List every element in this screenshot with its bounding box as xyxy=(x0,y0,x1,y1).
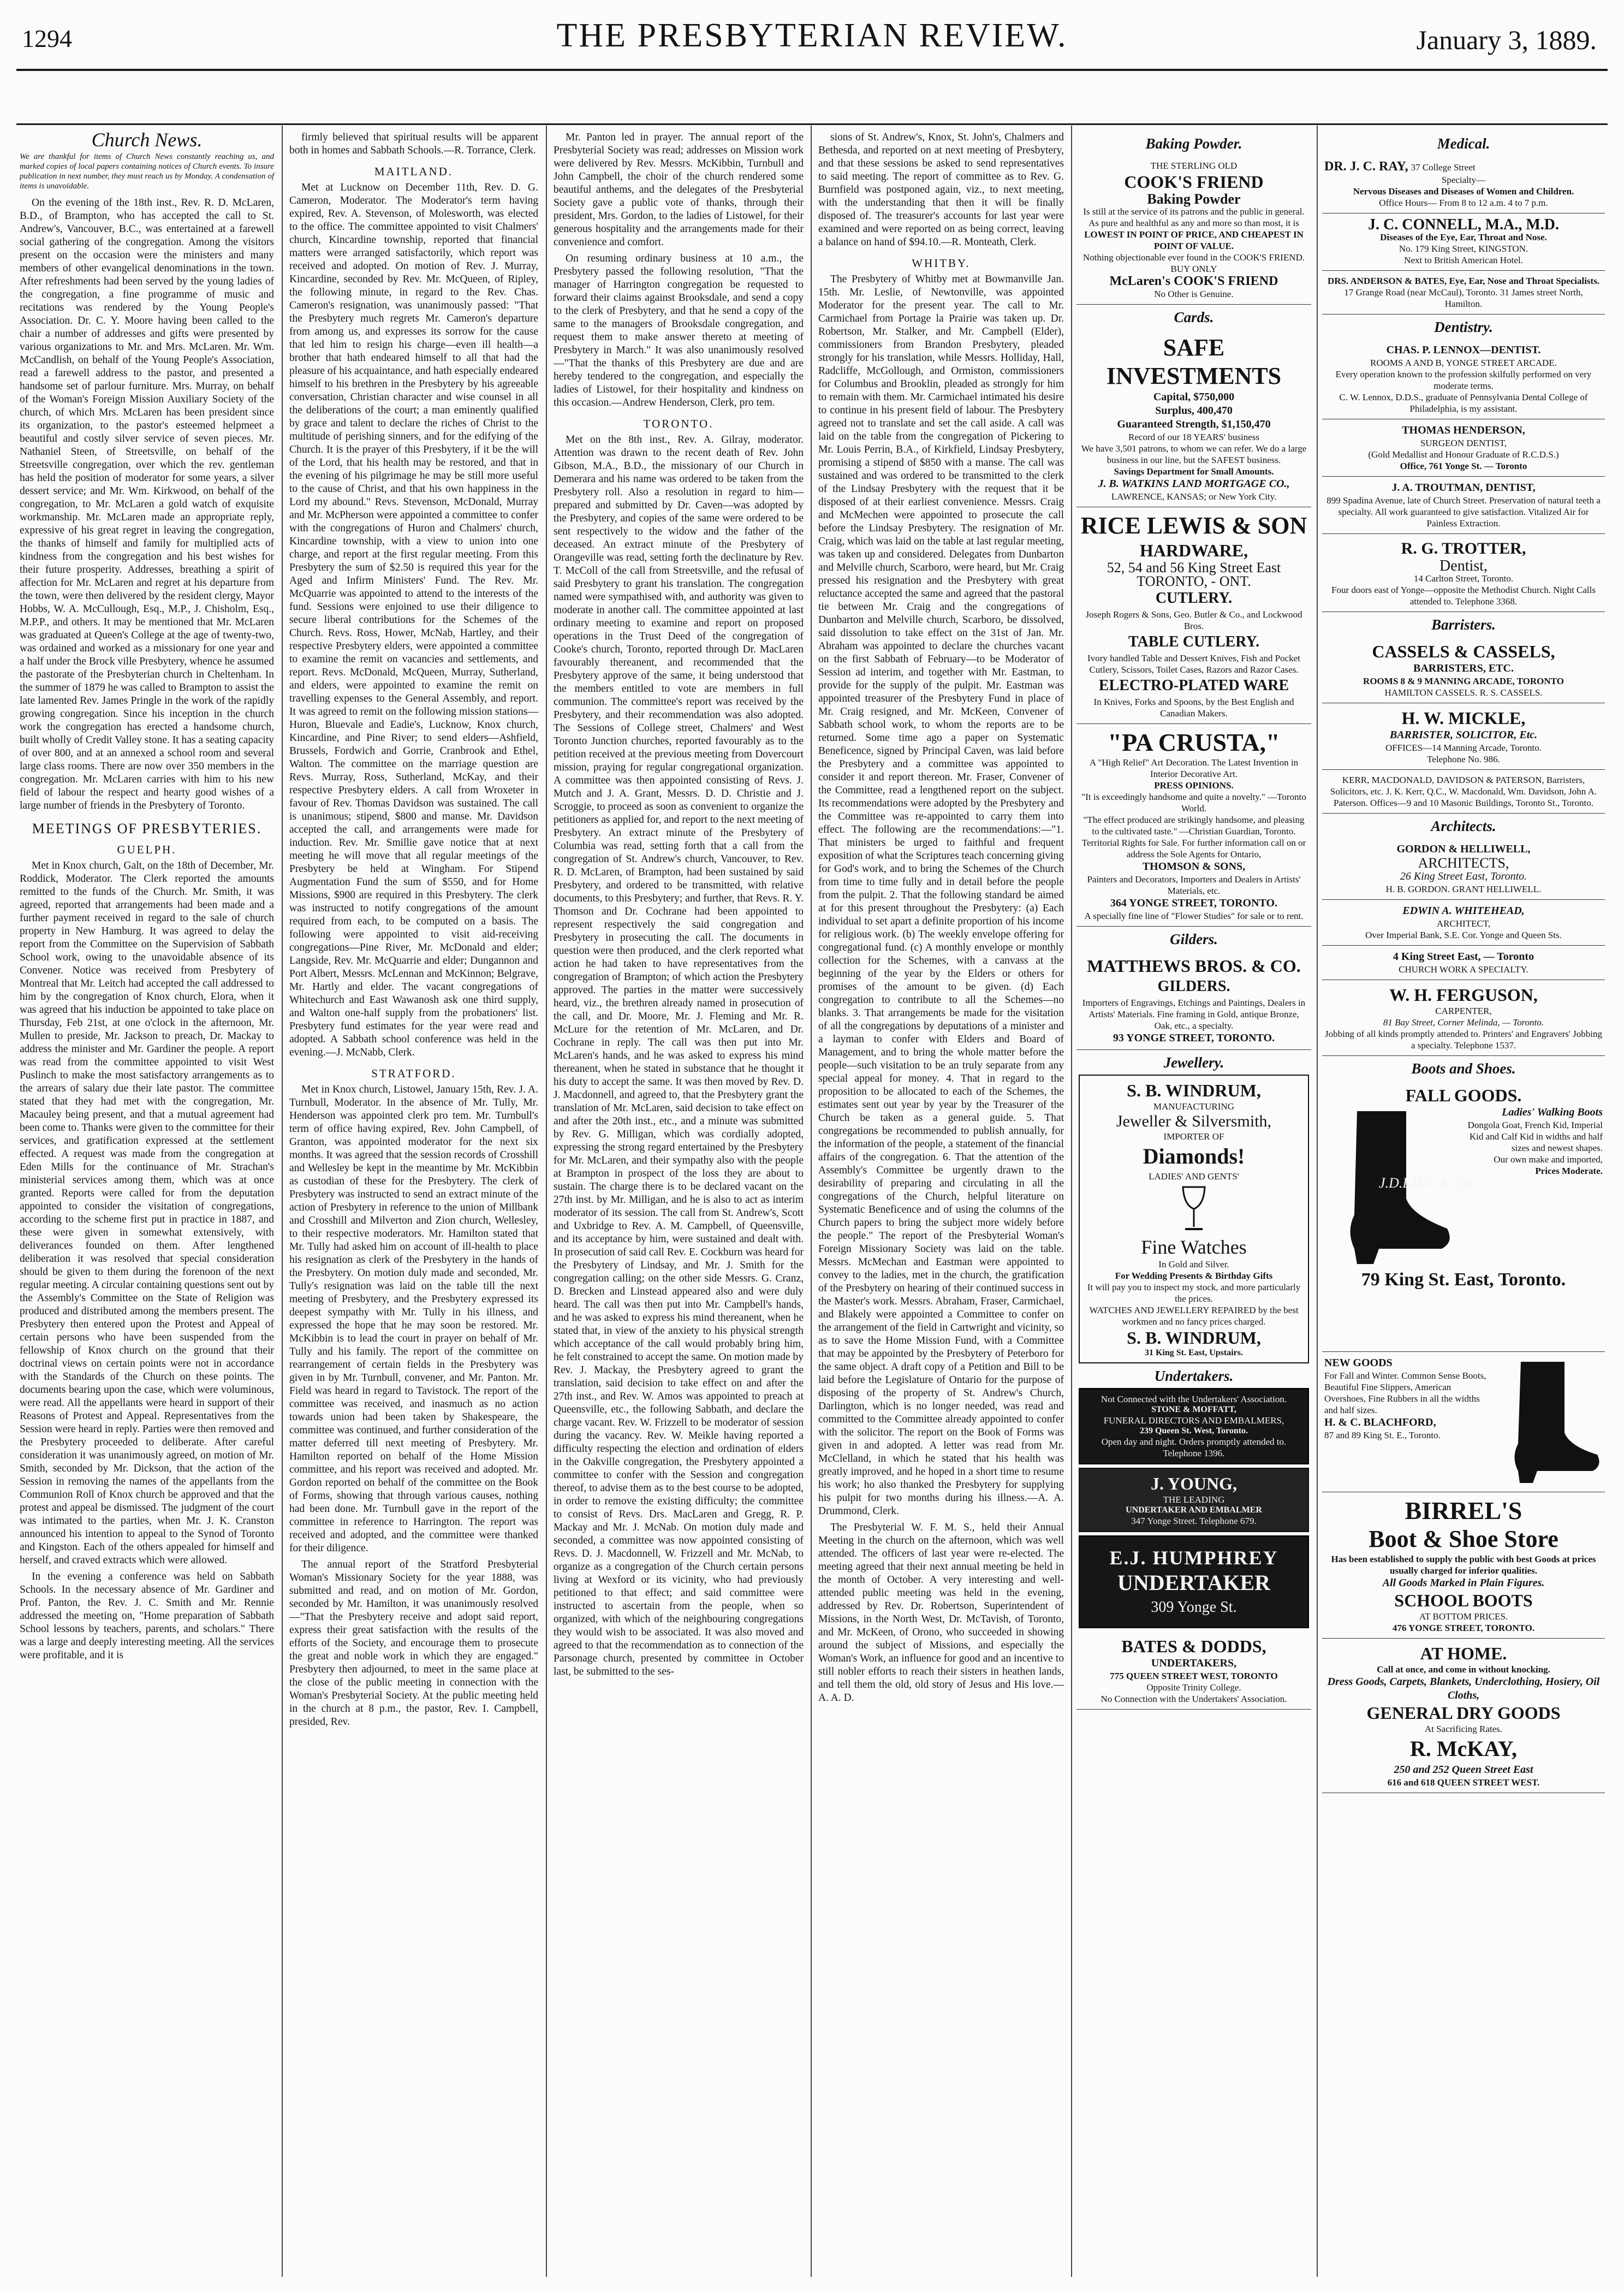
crusta-agent-addr: 364 YONGE STREET, TORONTO. xyxy=(1110,897,1278,909)
humphrey-type: UNDERTAKER xyxy=(1117,1570,1271,1595)
wfms-paragraph: The Presbyterial W. F. M. S., held their Annual Meeting in the church on the afternoon, which was well attended. The officers of last year were re-elected. The meeting agreed that their next annual meeting be held in the month of October. A very interesting and well-attended public meeting was held in the evening, addressed by Rev. Dr. Robertson, Superintendent of Missions, in the North West, Dr. McTavish, of Toronto, and Mr. McKeen, of Orono, who succeeded in showing around the subject of Missions, and especially the Woman's Work, an influence for good and an incentive to still nobler efforts to reach their sisters in heathen lands, and tell them the old, old story of Jesus and His love.—A. A. D. xyxy=(818,1522,1064,1704)
rice-table-text: Ivory handled Table and Dessert Knives, Fish and Pocket Cutlery, Scissors, Toilet Cases, Razors and Razor Cases. xyxy=(1087,653,1300,675)
whitehead-name: EDWIN A. WHITEHEAD, xyxy=(1402,905,1525,917)
king-title: Ladies' Walking Boots xyxy=(1502,1106,1603,1118)
masthead-title: THE PRESBYTERIAN REVIEW. xyxy=(556,17,1068,54)
matthews-type: GILDERS. xyxy=(1157,978,1230,995)
dentistry-category: Dentistry. xyxy=(1434,319,1493,335)
birrel-text: Has been established to supply the public with best Goods at prices usually charged for inferior qualities. xyxy=(1331,1554,1596,1576)
bates-addr: 775 QUEEN STREET WEST, TORONTO xyxy=(1110,1671,1278,1681)
guelph-paragraph: Met in Knox church, Galt, on the 18th of December, Mr. Roddick, Moderator. The Clerk reported the amounts remitted to the funds of the Church. Mr. Smith, it was agreed, reported that arrangements had been made and a further payment received in regard to the sale of church property in New Hamburg. It was agreed to delay the report from the Committee on the Supervision of Sabbath School work, owing to the unavoidable absence of its Convener. Notice was received from Presbytery of Montreal that Mr. Leitch had accepted the call addressed to him by the congregation of Knox church, Elora, when it was agreed that his induction be appointed to take place on Thursday, Feb 21st, at one o'clock in the afternoon, Mr. Mullen to preside, Mr. Jackson to preach, Dr. Mackay to address the minister and Mr. Gardiner the people. A report was read from the committee appointed to visit West Puslinch to make the most satisfactory arrangements as to the arrears of salary due their late pastor. The committee stated that they had met with the congregation, Mr. Macauley being present, and that a mutual agreement had been come to. Thanks were given to the committee for their services, and gratification expressed at the settlement effected. A request was made from the congregation at Eden Mills for the continuance of Mr. Strachan's ministerial services among them, which was at once granted. Reports were called for from the deputation appointed to consider the visitation of congregations, according to the scheme first put in practice in 1887, and these were given in somewhat extensively, with deliverances founded on them. After lengthened deliberation it was resolved that special consideration should be given to them during the forenoon of the next regular meeting. A circular containing questions sent out by the Assembly's Committee on the State of Religion was produced and distributed among the members present. The Presbytery then entered upon the Protest and Appeal of certain persons who have been suspended from the fellowship of Knox church on the ground that their doctrinal views on certain points were not in accordance with the Standards of the Church on these points. The documents bearing upon the case, which were voluminous, were read. All the appellants were heard in support of their Reasons of Protest and Appeal. Representatives from the Session were heard in reply. Parties were then removed and the Presbytery proceeded to deliberate. After careful consideration it was unanimously agreed, on motion of Mr. Smith, seconded by Mr. Dickson, that the action of the Session in removing the names of the appellants from the Communion Roll of Knox church be approved and that the protest and appeal be dismissed. The judgment of the court was intimated to the parties, when Mr. J. K. Cranston announced his intention to appeal to the Synod of Toronto and Kingston. Each of the others appealed for himself and herself, and craved extracts which were allowed. xyxy=(20,860,274,1566)
kay-ad xyxy=(1322,156,1605,213)
stratford-continued: On resuming ordinary business at 10 a.m., the Presbytery passed the following resolution, "That the manager of Harrington congregation be requested to forward their claims against Brooksdale, and send a copy to the clerk of Presbytery, and that he send a copy of the same to the managers of Brooksdale congregation, and request them to make answer thereto at meeting of Presbytery in March." It was also unanimously resolved—"That the thanks of this Presbytery are due and are hereby tendered to the congregation, and especially the ladies of Listowel, for their hospitality and kindness on this occasion.—Andrew Henderson, Clerk, pro tem. xyxy=(554,253,804,408)
safe-capital: Capital, $750,000 xyxy=(1153,391,1235,403)
cooks-name: COOK'S FRIEND xyxy=(1124,172,1264,192)
column-rule xyxy=(811,126,812,2277)
matthews-name: MATTHEWS BROS. & CO. xyxy=(1087,956,1301,976)
church-work-addr: 4 King Street East, — Toronto xyxy=(1393,951,1534,963)
bates-opp: Opposite Trinity College. xyxy=(1146,1682,1241,1693)
kay-spec: Specialty— xyxy=(1441,175,1486,185)
humphrey-name: E.J. HUMPHREY xyxy=(1109,1547,1278,1569)
crusta-quote: "It is exceedingly handsome and quite a novelty." —Toronto World. xyxy=(1081,792,1306,814)
mckay-prices: At Sacrificing Rates. xyxy=(1424,1724,1503,1734)
cooks-text: Is still at the service of its patrons and the public in general. xyxy=(1083,206,1305,217)
connell-name: J. C. CONNELL, M.A., M.D. xyxy=(1368,216,1559,233)
rice-address: 52, 54 and 56 King Street East xyxy=(1107,560,1281,576)
young-ad xyxy=(1079,1468,1309,1532)
crusta-agent-note: A specially fine line of "Flower Studies" for sale or to rent. xyxy=(1084,911,1304,921)
kay-desc: Nervous Diseases and Diseases of Women and Children. xyxy=(1353,186,1574,197)
toronto-continued: sions of St. Andrew's, Knox, St. John's, Chalmers and Bethesda, and reported on at next meeting of Presbytery, and that these sessions be asked to send representatives to said meeting. The report of committee as to Rev. G. Burnfield was postponed again, viz., to next meeting, with the understanding that then it will be finally disposed of. The treasurer's accounts for last year were examined and were reported on as being correct, leaving a balance on hand of $94.10.—R. Monteath, Clerk. xyxy=(818,132,1064,248)
column-rule xyxy=(1317,126,1318,2277)
blachford-head: NEW GOODS xyxy=(1324,1357,1393,1369)
windrum-wedding: For Wedding Presents & Birthday Gifts xyxy=(1115,1271,1273,1281)
mickle-type: BARRISTER, SOLICITOR, Etc. xyxy=(1389,729,1538,741)
crusta-press: PRESS OPINIONS. xyxy=(1154,780,1234,791)
birrel-addr: 476 YONGE STREET, TORONTO. xyxy=(1392,1623,1535,1633)
gordon-name: GORDON & HELLIWELL, xyxy=(1396,843,1531,855)
mickle-tel: Telephone No. 986. xyxy=(1427,754,1500,764)
rice-lewis-ad xyxy=(1076,507,1311,724)
church-news-title: Church News. xyxy=(91,129,203,151)
mckay-ad xyxy=(1322,1639,1605,1793)
cooks-text: Nothing objectionable ever found in the COOK'S FRIEND. BUY ONLY xyxy=(1082,252,1305,274)
henderson-name: THOMAS HENDERSON, xyxy=(1402,424,1525,436)
trotter-ad xyxy=(1322,534,1605,612)
cooks-brand: McLaren's COOK'S FRIEND xyxy=(1109,274,1278,288)
ads-column-6 xyxy=(1322,131,1605,2277)
barristers-category: Barristers. xyxy=(1431,616,1496,633)
whitehead-ad xyxy=(1322,900,1605,946)
rice-city: TORONTO, - ONT. xyxy=(1137,573,1251,589)
safe-savings: Savings Department for Small Amounts. xyxy=(1114,466,1274,477)
masthead-rule-lower xyxy=(16,123,1608,125)
blachford-name: H. & C. BLACHFORD, xyxy=(1324,1416,1436,1428)
mickle-ad xyxy=(1322,703,1605,770)
windrum-repair: WATCHES AND JEWELLERY REPAIRED by the best workmen and no fancy prices charged. xyxy=(1089,1305,1299,1327)
cassels-names: HAMILTON CASSELS. R. S. CASSELS. xyxy=(1384,687,1543,698)
whitby-title: WHITBY. xyxy=(912,257,971,270)
cassels-addr: ROOMS 8 & 9 MANNING ARCADE, TORONTO xyxy=(1363,676,1564,686)
mckay-goods: Dress Goods, Carpets, Blankets, Underclothing, Hosiery, Oil Cloths, xyxy=(1327,1676,1600,1701)
connell-desc: Diseases of the Eye, Ear, Throat and Nose. xyxy=(1380,232,1547,242)
king-head: FALL GOODS. xyxy=(1405,1085,1522,1105)
kerr-text: KERR, MACDONALD, DAVIDSON & PATERSON, Barristers, Solicitors, etc. J. K. Kerr, Q.C., W. Macdonald, Wm. Davidson, John A. Paterson. Offices—9 and 10 Masonic Buildings, Toronto St., Toronto. xyxy=(1330,775,1597,808)
young-name: J. YOUNG, xyxy=(1151,1474,1237,1493)
gordon-addr: 26 King Street East, Toronto. xyxy=(1400,870,1527,882)
rice-cutlery: CUTLERY. xyxy=(1155,590,1233,607)
church-work-ad xyxy=(1322,946,1605,980)
ferguson-ad xyxy=(1322,980,1605,1056)
henderson-text: (Gold Medallist and Honour Graduate of R.C.D.S.) xyxy=(1368,449,1559,460)
gordon-helliwell-ad xyxy=(1322,838,1605,900)
windrum-type: Jeweller & Silversmith, xyxy=(1116,1112,1272,1130)
ferguson-name: W. H. FERGUSON, xyxy=(1389,985,1538,1005)
bates-type: UNDERTAKERS, xyxy=(1151,1657,1237,1669)
goblet-icon xyxy=(1177,1184,1210,1233)
blachford-addr: 87 and 89 King St. E., Toronto. xyxy=(1324,1430,1441,1440)
safe-company: J. B. WATKINS LAND MORTGAGE CO., xyxy=(1098,478,1290,490)
cassels-ad xyxy=(1322,637,1605,703)
cooks-text: LOWEST IN POINT OF PRICE, AND CHEAPEST IN POINT OF VALUE. xyxy=(1084,229,1304,251)
mickle-office: OFFICES—14 Manning Arcade, Toronto. xyxy=(1385,743,1542,753)
meetings-title: MEETINGS OF PRESBYTERIES. xyxy=(32,821,262,836)
windrum-ad xyxy=(1079,1075,1309,1363)
cooks-line: THE STERLING OLD xyxy=(1150,161,1238,171)
architects-category: Architects. xyxy=(1431,818,1496,834)
column-4 xyxy=(818,131,1064,2277)
church-news-paragraph: On the evening of the 18th inst., Rev. R. D. McLaren, B.D., of Brampton, who has accepted the call to St. Andrew's, Vancouver, B.C., was entertained at a farewell social gathering of the congregation. Among the visitors present on the occasion were the ministers and many members of other evangelical denominations in the town. After refreshments had been served by the young ladies of the congregation, a fine programme of music and recitations was rendered by the Young People's Association. Dr. C. Y. Moore having been called to the chair a number of addresses and gifts were presented by various organizations to Mr. and Mrs. McLaren. Mr. Wm. McCandlish, on behalf of the Young People's Association, read a farewell address to the pastor, and presented a handsome set of parlour furniture. Mrs. Murray, on behalf of the Woman's Foreign Mission Auxiliary Society of the church, of which Mrs. McLaren has been president since its organization, to the pastor's esteemed helpmeet a beautiful and costly silver service of seven pieces. Mr. Nathaniel Steen, of Streetsville, on behalf of the Streetsville congregation, over which the rev. gentleman has held the position of moderator for some years, a silver dessert service; and Mr. Wm. Kirkwood, on behalf of the congregation, to Mr. McLaren a gold watch of exquisite workmanship. Mr. McLaren made an appropriate reply, expressive of his great regret in leaving the congregation, the thanks of himself and family for multiplied acts of kindness from the congregation and his best wishes for their future prosperity. Addresses, breathing a spirit of affection for Mr. McLaren and regret at his departure from the town, were then delivered by the resident clergy, Mayor Hobbs, W. A. McCullough, Esq., M.P., J. Chisholm, Esq., M.P.P., and others. It may be mentioned that Mr. McLaren was graduated at Queen's College at the age of twenty-two, was ordained and worked as a missionary for one year and a half under the Brock ville Presbytery, whence he assumed the pastorate of the Presbyterian church in Cheltenham. In the summer of 1879 he was called to Brampton to assist the late lamented Rev. James Pringle in the work of the rapidly growing congregation. Since his inception in the church work the congregation has erected a handsome church, built wholly of Credit Valley stone. It has a seating capacity of over 800, and at an annexed a school room and several large class rooms. There are now over 350 members in the congregation. Mr. McLaren carries with him to his new field of labour the respect and hearty good wishes of a large number of friends in the Presbytery of Toronto. xyxy=(20,197,274,811)
rice-table: TABLE CUTLERY. xyxy=(1128,633,1260,650)
stone-type: FUNERAL DIRECTORS AND EMBALMERS, xyxy=(1103,1415,1284,1426)
troutman-ad xyxy=(1322,477,1605,534)
ferguson-type: CARPENTER, xyxy=(1435,1006,1492,1016)
windrum-name: S. B. WINDRUM, xyxy=(1127,1081,1261,1100)
lennox-name: CHAS. P. LENNOX—DENTIST. xyxy=(1386,344,1541,356)
birrel-prices: AT BOTTOM PRICES. xyxy=(1419,1611,1508,1622)
henderson-office: Office, 761 Yonge St. — Toronto xyxy=(1400,461,1527,471)
safe-text: We have 3,501 patrons, to whom we can refer. We do a large business in our line, but the SAFEST business. xyxy=(1081,443,1307,465)
bates-name: BATES & DODDS, xyxy=(1121,1636,1266,1656)
gilders-category: Gilders. xyxy=(1170,931,1218,947)
stratford-paragraph: Met in Knox church, Listowel, January 15th, Rev. J. A. Turnbull, Moderator. In the absence of Mr. Tully, Mr. Henderson was appointed clerk pro tem. Mr. Turnbull's term of office having expired, Rev. John Campbell, of Granton, was appointed moderator for the next six months. It was agreed that the session records of Crosshill and Wellesley be kept in the meantime by Mr. McKibbin as custodian of these for the Presbytery. The clerk of Presbytery was instructed to send an extract minute of the action of Presbytery in reference to the union of Millbank and Crosshill and Milverton and Zion church, Wellesley, to their respective moderators. Mr. Hamilton stated that Mr. Tully had asked him on account of ill-health to place his resignation as clerk of the Presbytery in the hands of the Presbytery. On motion duly made and seconded, Mr. Tully's resignation was laid on the table till the next meeting of Presbytery, and the Presbytery expressed its deepest sympathy with Mr. Tully in his illness, and expressed the hope that he may soon be restored. Mr. McKibbin is to lead the court in prayer on behalf of Mr. Tully and his family. The report of the committee on rearrangement of certain fields in the Presbytery was given in by Mr. Turnbull, convener, and Mr. Panton. Mr. Field was heard in regard to Tavistock. The report of the committee was received, and inasmuch as no action towards union had been taken by Shakespeare, the committee was continued, and further consideration of the matter deferred till next meeting of Presbytery. Mr. Hamilton reported on behalf of the Home Mission committee, and his report was received and adopted. Mr. Gordon reported on behalf of the committee on the Book of Forms, showing that through various causes, nothing had been done. Mr. Turnbull gave in the report of the committee in reference to Harrington. The report was received and adopted, and the committee were thanked for their diligence. xyxy=(289,1084,538,1554)
troutman-text: 899 Spadina Avenue, late of Church Street. Preservation of natural teeth a specialty. All work guaranteed to give satisfaction. Vitalized Air for Painless Extraction. xyxy=(1326,495,1601,529)
column-rule xyxy=(1071,126,1072,2277)
trotter-type: Dentist, xyxy=(1439,557,1488,574)
cards-category: Cards. xyxy=(1174,309,1214,325)
ferguson-text: Jobbing of all kinds promptly attended to. Printers' and Engravers' Jobbing a specialty. Telephone 1537. xyxy=(1324,1029,1603,1051)
rice-cutlery-text: Joseph Rogers & Sons, Geo. Butler & Co., and Lockwood Bros. xyxy=(1085,609,1302,631)
guelph-title: GUELPH. xyxy=(117,843,177,856)
lennox-assist: C. W. Lennox, D.D.S., graduate of Pennsylvania Dental College of Philadelphia, is my assistant. xyxy=(1339,392,1588,414)
mckay-addr: 250 and 252 Queen Street East xyxy=(1394,1764,1533,1776)
rice-name: RICE LEWIS & SON xyxy=(1080,512,1307,539)
cooks-text: As pure and healthful as any and more so than most, it is xyxy=(1088,218,1299,228)
gordon-type: ARCHITECTS, xyxy=(1418,855,1509,871)
boot-icon xyxy=(1494,1356,1603,1487)
safe-guarantee: Guaranteed Strength, $1,150,470 xyxy=(1117,418,1271,430)
kay-name: DR. J. C. RAY, xyxy=(1324,159,1408,174)
stratford-continued: Mr. Panton led in prayer. The annual report of the Presbyterial Society was read; addresses on Mission work were delivered by Rev. Messrs. McKibbin, Turnbull and John Campbell, the choir of the church rendered some beautiful anthems, and the delegates of the Presbyterial Society gave a public vote of thanks, through their president, Mrs. Gordon, to the ladies of Listowel, for their generous hospitality and the arrangements made for their convenience and comfort. xyxy=(554,132,804,248)
birrel-ad xyxy=(1322,1492,1605,1639)
mckay-call: Call at once, and come in without knocking. xyxy=(1377,1664,1550,1675)
guelph-continued: firmly believed that spiritual results will be apparent both in homes and Sabbath Schools.—R. Torrance, Clerk. xyxy=(289,132,538,156)
blachford-text: For Fall and Winter. Common Sense Boots, Beautiful Fine Slippers, American Overshoes, Fine Rubbers in all the widths and half sizes. xyxy=(1324,1371,1486,1415)
jd-king-ad xyxy=(1322,1081,1605,1352)
windrum-diamonds: Diamonds! xyxy=(1143,1144,1245,1168)
mckay-addr2: 616 and 618 QUEEN STREET WEST. xyxy=(1387,1777,1540,1788)
stratford-title: STRATFORD. xyxy=(371,1067,456,1080)
whitehead-addr: Over Imperial Bank, S.E. Cor. Yonge and Queen Sts. xyxy=(1365,930,1562,940)
birrel-school: SCHOOL BOOTS xyxy=(1394,1591,1533,1610)
mickle-name: H. W. MICKLE, xyxy=(1401,708,1526,728)
church-work-note: CHURCH WORK A SPECIALTY. xyxy=(1399,964,1528,975)
king-addr: 79 King St. East, Toronto. xyxy=(1361,1269,1566,1290)
lennox-ad xyxy=(1322,339,1605,419)
crusta-quote: "The effect produced are strikingly handsome, and pleasing to the cultivated taste." —Christian Guardian, Toronto. xyxy=(1083,815,1305,836)
birrel-type: Boot & Shoe Store xyxy=(1369,1526,1558,1552)
baking-powder-category: Baking Powder. xyxy=(1145,135,1242,152)
stone-note: Not Connected with the Undertakers' Association. xyxy=(1100,1394,1287,1404)
safe-surplus: Surplus, 400,470 xyxy=(1155,405,1233,417)
column-rule xyxy=(546,126,547,2277)
king-prices: Prices Moderate. xyxy=(1535,1166,1603,1176)
undertakers-category: Undertakers. xyxy=(1154,1368,1234,1384)
page-number: 1294 xyxy=(22,25,72,52)
stone-open: Open day and night. Orders promptly attended to. Telephone 1396. xyxy=(1101,1437,1287,1458)
column-rule xyxy=(282,126,283,2277)
crusta-name: "PA CRUSTA," xyxy=(1108,728,1280,756)
matthews-text: Importers of Engravings, Etchings and Paintings, Dealers in Artists' Materials. Fine framing in Gold, antique Bronze, Oak, etc., a specialty. xyxy=(1082,998,1306,1031)
toronto-title: TORONTO. xyxy=(643,417,714,430)
church-news-note: We are thankful for items of Church News constantly reaching us, and marked copies of local papers containing notices of Church events. To insure publication in next number, they must reach us by Monday. A condensation of items is unavoidable. xyxy=(20,152,274,191)
young-sub: THE LEADING xyxy=(1163,1494,1225,1505)
cooks-text: No Other is Genuine. xyxy=(1154,289,1234,299)
column-1 xyxy=(20,131,274,2277)
ads-column-5 xyxy=(1076,131,1311,2277)
rice-plated-text: In Knives, Forks and Spoons, by the Best English and Canadian Makers. xyxy=(1093,697,1294,719)
connell-ad xyxy=(1322,213,1605,271)
trotter-name: R. G. TROTTER, xyxy=(1401,539,1526,557)
stone-addr: 239 Queen St. West, Toronto. xyxy=(1139,1426,1248,1435)
connell-near: Next to British American Hotel. xyxy=(1404,255,1523,265)
windrum-gold: In Gold and Silver. xyxy=(1158,1259,1229,1269)
jewellery-category: Jewellery. xyxy=(1163,1054,1224,1071)
kerr-ad xyxy=(1322,770,1605,814)
stone-name: STONE & MOFFATT, xyxy=(1151,1405,1236,1414)
young-type: UNDERTAKER AND EMBALMER xyxy=(1126,1505,1262,1515)
king-desc: Dongola Goat, French Kid, Imperial Kid and Calf Kid in widths and half sizes and newest shapes. xyxy=(1467,1120,1603,1153)
whitehead-type: ARCHITECT, xyxy=(1436,918,1491,929)
bates-dodds-ad xyxy=(1076,1632,1311,1710)
anderson-addr: 17 Grange Road (near McCaul), Toronto. 31 James street North, Hamilton. xyxy=(1344,287,1583,309)
rice-plated: ELECTRO-PLATED WARE xyxy=(1098,677,1289,694)
ferguson-addr: 81 Bay Street, Corner Melinda, — Toronto. xyxy=(1383,1017,1544,1028)
medical-category: Medical. xyxy=(1437,135,1490,152)
trotter-addr: 14 Carlton Street, Toronto. xyxy=(1413,573,1514,584)
stone-moffatt-ad xyxy=(1079,1388,1309,1464)
gordon-names: H. B. GORDON. GRANT HELLIWELL. xyxy=(1385,884,1542,894)
henderson-type: SURGEON DENTIST, xyxy=(1420,438,1507,448)
windrum-importer: IMPORTER OF xyxy=(1163,1131,1224,1142)
maitland-title: MAITLAND. xyxy=(374,165,454,178)
birrel-marked: All Goods Marked in Plain Figures. xyxy=(1382,1577,1545,1589)
pa-crusta-ad xyxy=(1076,724,1311,927)
boot-icon xyxy=(1324,1106,1471,1269)
column-2 xyxy=(289,131,538,2277)
rice-type: HARDWARE, xyxy=(1139,541,1248,560)
henderson-ad xyxy=(1322,419,1605,477)
windrum-addr: 31 King St. East, Upstairs. xyxy=(1144,1348,1244,1357)
column-3 xyxy=(554,131,804,2277)
windrum-pay: It will pay you to inspect my stock, and more particularly the prices. xyxy=(1087,1282,1301,1304)
kay-hours: Office Hours— From 8 to 12 a.m. 4 to 7 p.m. xyxy=(1379,198,1548,208)
lennox-text: Every operation known to the profession skilfully performed on very moderate terms. xyxy=(1335,369,1592,391)
guelph-paragraph: In the evening a conference was held on Sabbath Schools. In the necessary absence of Mr. Gardiner and Prof. Panton, the Rev. J. C. Smith and Mr. Rennie addressed the meeting on, "Home preparation of Sabbath School lessons by teachers, parents, and scholars." There was a large and deeply interesting meeting. All the services were profitable, and it is xyxy=(20,1571,274,1661)
windrum-manuf: MANUFACTURING xyxy=(1153,1101,1234,1112)
mckay-name: R. McKAY, xyxy=(1410,1736,1517,1761)
matthews-ad xyxy=(1076,951,1311,1050)
safe-name: SAFE INVESTMENTS xyxy=(1106,334,1282,389)
toronto-paragraph: Met on the 8th inst., Rev. A. Gilray, moderator. Attention was drawn to the recent death of Rev. John Gibson, M.A., B.D., the missionary of our Church in Demerara and his name was ordered to be taken from the Presbytery roll. Also a resolution in regard to him—prepared and submitted by Dr. Caven—was adopted by the Presbytery, and copies of the same were ordered to be sent respectively to the widow and the father of the deceased. An extract minute of the Presbytery of Orangeville was read, setting forth the declinature by Rev. T. McColl of the call from Streetsville, and the refusal of said Presbytery to grant his translation. The congregation named were sympathised with, and authority was given to moderate in another call. The committee appointed at last ordinary meeting to examine and report on proposed operations in the Trust Deed of the congregation of Cooke's church, Toronto, reported through Dr. MacLaren favourably thereanent, and recommended that the Presbytery approve of the same, it being understood that the members entitled to vote are members in full communion. The committee's report was received by the Presbytery, and their recommendation was also adopted. The Sessions of College street, Chalmers' and West Toronto Junction churches, reported favourably as to the petition received at the previous meeting from Dovercourt mission, praying for regular congregational organization. A committee was then appointed consisting of Revs. J. Mutch and J. A. Grant, Messrs. D. D. Christie and J. Scroggie, to proceed as soon as convenient to organize the petitioners as applied for, and report to the next meeting of Presbytery. An extract minute of the Presbytery of Columbia was read, setting forth that a call from the congregation of St. Andrew's church, Vancouver, to Rev. R. D. McLaren, of Brampton, had been sustained by said Presbytery, and ordered to be transmitted, with relative documents, to this Presbytery; and further, that Revs. R. Y. Thomson and Dr. Cochrane had been appointed to represent respectively the said congregation and Presbytery in prosecuting the call. The documents in question were then produced, and the clerk reported what action he had taken to have representatives from the congregation of Brampton; of which action the Presbytery approved. The parties in the matter were successively heard, viz., the brethren already named in prosecution of the call, and Dr. Moore, Mr. J. Fleming and Mr. R. McLure for the retention of Mr. McLaren, and Dr. Cochrane in reply. The call was then put into Mr. McLaren's hands, and he was asked to express his mind thereanent, when he stated in substance that he thought it his duty to accept the same. It was then moved by Rev. D. J. Macdonnell, and agreed to, that the Presbytery grant the translation of Mr. McLaren, said decision to take effect on and after the 20th inst., etc., and a minute was submitted by Rev. G. Milligan, which was cordially adopted, expressing the strong regard entertained by the Presbytery for Mr. McLaren, and their sympathy also with the people at Brampton in prospect of the loss they are about to sustain. The charge there is to be declared vacant on the 27th inst. by Mr. Milligan, and he is also to act as interim moderator of its session. The call from St. Andrew's, Scott and Uxbridge to Rev. A. M. Campbell, of Queensville, and its acceptance by him, were sustained and dealt with. In prosecution of said call Rev. E. Cockburn was heard for the Presbytery of Lindsay, and Mr. J. Smith for the congregation calling; on the other side Messrs. G. Cranz, D. Brecken and Linstead appeared also and were duly heard. The call was then put into Mr. Campbell's hands, and he was asked to express his mind thereanent, when he stated that, in view of the anxiety to his physical strength which acceptance of the call would probably bring him, he felt constrained to accept the same. On motion made by Rev. J. Mackay, the Presbytery agreed to grant the translation, said decision to take effect on and after the 27th inst., and Rev. W. Amos was appointed to preach at Queensville, etc., the following Sabbath, and declare the charge vacant. Rev. W. Frizzell to be moderator of session during the vacancy. Rev. W. Meikle having reported a difficulty respecting the election and ordination of elders in the Oakville congregation, the Presbytery appointed a committee to confer with the Session and congregation thereof, to advise them as to the best course to be adopted, in order to remove the existing difficulty; the committee to consist of Revs. Drs. MacLaren and Gregg, R. P. Mackay and Mr. J. McNab. On motion duly made and seconded, a committee was now appointed consisting of Revs. D. J. Macdonnell, W. Frizzell and Mr. McNab, to organize as a congregation of the Church certain persons living at Wexford or its vicinity, who had previously petitioned to that effect; and said committee were instructed to ascertain from the people, when so organized, with which of the neighbouring congregations they would wish to be associated. It was also moved and agreed to that the recommendation as to connection of the Parsonage church, presented by committee in October last, be submitted to the ses- xyxy=(554,434,804,1677)
crusta-agent-text: Painters and Decorators, Importers and Dealers in Artists' Materials, etc. xyxy=(1087,874,1301,896)
bates-note: No Connection with the Undertakers' Association. xyxy=(1100,1694,1287,1704)
crusta-territory: Territorial Rights for Sale. For further information call on or address the Sole Agents for Ontario, xyxy=(1081,838,1306,859)
masthead-rule xyxy=(16,69,1608,71)
issue-date: January 3, 1889. xyxy=(1416,25,1597,55)
young-addr: 347 Yonge Street. Telephone 679. xyxy=(1131,1516,1257,1526)
cooks-sub: Baking Powder xyxy=(1147,191,1241,207)
blachford-ad xyxy=(1322,1352,1605,1492)
humphrey-addr: 309 Yonge St. xyxy=(1151,1599,1237,1616)
kay-addr: 37 College Street xyxy=(1411,162,1476,173)
windrum-watches: Fine Watches xyxy=(1141,1236,1247,1258)
mckay-general: GENERAL DRY GOODS xyxy=(1366,1703,1561,1723)
whitby-paragraph: The Presbytery of Whitby met at Bowmanville Jan. 15th. Mr. Leslie, of Newtonville, was appointed Moderator for the present year. The call to Mr. Carmichael from Portage la Prairie was taken up. Dr. Robertson, Mr. Stalker, and Mr. Campbell (Elder), commissioners from Brandon Presbytery, pleaded strongly for his translation, while Messrs. Holliday, Hall, Radcliffe, McGollough, and Ormiston, commissioners for Columbus and Brooklin, pleaded as strongly for him to remain with them. Mr. Carmichael intimated his desire to continue in his present field of labour. The Presbytery agreed not to translate and set the call aside. A call was laid on the table from the congregation of Pickering to Mr. Louis Perrin, B.A., of Kirkfield, Lindsay Presbytery, promising a stipend of $850 with a manse. The call was sustained and was ordered to be transmitted to the clerk of the Lindsay Presbytery with the request that it be disposed of at their earliest convenience. Messrs. Craig and McMechen were appointed to prosecute the call before the Lindsay Presbytery. The resignation of Mr. Craig, which was laid on the table at last regular meeting, was taken up and considered. Delegates from Dunbarton and Melville church, Scarboro, were heard, but Mr. Craig pressed his resignation and the Presbytery with great reluctance accepted the same and agreed that the pastoral tie between Mr. Craig and the congregations of Dunbarton and Melville church, Scarboro, be dissolved, said dissolution to take effect on the 31st of Jan. Mr. Abraham was appointed to declare the churches vacant on the first Sabbath of February—to be Moderator of Session ad interim, and together with Mr. Eastman, to provide for the supply of the pulpit. Mr. Eastman was appointed treasurer of the Presbytery Fund in place of Mr. Craig resigned, and Mr. McKeen, Convener of Sabbath school work, to whom the reports are to be returned. Some time ago a paper on Systematic Beneficence, signed by Principal Caven, was laid before the Presbytery and a committee was appointed to consider it and report thereon. Mr. Fraser, Convener of the Committee, read a lengthened report on the subject. Its recommendations were adopted by the Presbytery and the Committee was re-appointed to carry them into effect. The following are the recommendations:—"1. That ministers be urged to faithful and frequent exposition of what the Scriptures teach concerning giving for God's work, and to bring the Schemes of the Church from time to time fully and in detail before the people from the pulpit. 2. That the following standard be aimed at for this present throughout the Presbytery: (a) Each individual to set apart a definite proportion of his income for religious work. (b) The weekly envelope offering for congregational fund. (c) A monthly envelope or monthly collection for the Schemes, with a canvass at the beginning of the year by the Elders or others for promises of the amount to be given. (d) Each congregation to contribute to all the Schemes—no blanks. 3. That arrangements be made for the visitation of all the congregations by deputations of a minister and a layman to confer with Elders and Board of Management, and to bring the whole matter before the people—such visitation to be an truly separate from any special appeal for money. 4. That in regard to the proposition to be allocated to each of the Schemes, the estimates sent out year by year by the Treasurer of the Church be taken as a general guide. 5. That congregations be recommended to publish annually, for the information of the people, a statement of the financial affairs of the congregation. 6. That the attention of the Assembly's Committee be urgently drawn to the desirability of preparing and circulating in all the congregations of the Church, helpful literature on Systematic Beneficence and of using the columns of the Church papers to bring the subject more widely before the people." The report of the Presbyterial Woman's Foreign Missionary Society was laid on the table. Messrs. McMechan and Eastman were appointed to convey to the ladies, met in the church, the gratification of the Presbytery on hearing of their continued success in the Master's work. Messrs. Abraham, Fraser, Carmichael, and Blakely were appointed a Committee to confer on the arrangement of the field in Cartwright and vicinity, so as to save the Home Mission Fund, with a Committee that may be appointed by the Presbytery of Peterboro for the same object. A draft copy of a Petition and Bill to be laid before the Legislature of Ontario for the purpose of disposing of the property of St. Andrew's Church, Darlington, which is no longer needed, was read and committed to the Committee already appointed to confer with the solicitor. The report on the Book of Forms was given in and adopted. A letter was read from Mr. McClelland, in which he stated that his health was greatly improved, and he hoped in a short time to resume his work; ho also thanked the Presbytery for supplying his pulpit for two months during his illness.—A. A. Drummond, Clerk. xyxy=(818,274,1064,1517)
king-own: Our own make and imported, xyxy=(1494,1154,1603,1165)
anderson-bates-ad xyxy=(1322,271,1605,315)
safe-place: LAWRENCE, KANSAS; or New York City. xyxy=(1111,491,1277,502)
cooks-friend-ad xyxy=(1076,156,1311,305)
stratford-paragraph: The annual report of the Stratford Presbyterial Woman's Missionary Society for the year 1888, was submitted and read, and on motion of Mr. Gordon, seconded by Mr. Hamilton, it was unanimously resolved—"That the Presbytery receive and adopt said report, express their great satisfaction with the results of the efforts of the Society, and encourage them to prosecute the great and noble work in which they are engaged." Presbytery then adjourned, to meet in the same place at the close of the public meeting in connection with the Woman's Presbyterial Society. At the public meeting held in the church at 8 p.m., the pastor, Rev. I. Campbell, presided, Rev. xyxy=(289,1559,538,1728)
troutman-name: J. A. TROUTMAN, DENTIST, xyxy=(1391,482,1536,494)
lennox-addr: ROOMS A AND B, YONGE STREET ARCADE. xyxy=(1370,358,1557,368)
matthews-addr: 93 YONGE STREET, TORONTO. xyxy=(1113,1032,1275,1044)
crusta-agent: THOMSON & SONS, xyxy=(1142,861,1246,873)
safe-investments-ad xyxy=(1076,329,1311,507)
crusta-sub: A "High Relief" Art Decoration. The Latest Invention in Interior Decorative Art. xyxy=(1089,757,1299,779)
cassels-type: BARRISTERS, ETC. xyxy=(1413,662,1514,674)
trotter-text: Four doors east of Yonge—opposite the Methodist Church. Night Calls attended to. Telephone 3368. xyxy=(1331,585,1596,607)
connell-addr: No. 179 King Street, KINGSTON. xyxy=(1399,244,1528,254)
anderson-name: DRS. ANDERSON & BATES, Eye, Ear, Nose and Throat Specialists. xyxy=(1327,276,1600,286)
windrum-name: S. B. WINDRUM, xyxy=(1127,1328,1261,1348)
safe-years: Record of our 18 YEARS' business xyxy=(1128,432,1259,442)
mckay-head: AT HOME. xyxy=(1420,1644,1507,1663)
boots-category: Boots and Shoes. xyxy=(1411,1060,1516,1077)
maitland-paragraph: Met at Lucknow on December 11th, Rev. D. G. Cameron, Moderator. The Moderator's term having expired, Rev. A. Stevenson, of Molesworth, was elected to the office. The committee appointed to visit Chalmers' church, Kincardine township, reported that financial matters were arranged satisfactorily, which report was received and adopted. On motion of Rev. J. Murray, Kincardine, seconded by Rev. Mr. McQueen, of Ripley, the following minute, in regard to the Rev. Chas. Cameron's resignation, was unanimously passed: "That the Presbytery much regrets Mr. Cameron's departure from among us, and expresses its sorrow for the cause that led him to resign his charge—even ill health—a brother that hath endeared himself to all that had the pleasure of his acquaintance, and hath especially endeared himself to his brethren in the Presbytery by his agreeable conversation, Christian character and wise counsel in all the deliberations of the court; a man eminently qualified by grace and talent to declare the riches of Christ to the multitude of perishing sinners, and for the edifying of the Church. It is the prayer of this Presbytery, if it be the will of the Lord, that his health may be restored, and that in the evening of his pilgrimage he may be still more useful to the cause of Christ, and that his own happiness in the Lord my abound." Revs. Stevenson, McDonald, Murray and Mr. McPherson were appointed a committee to confer with the congregations of Huron and Chalmers' church, Kincardine township, with a view to union into one charge, and report at the first regular meeting. From this Presbytery the sum of $2.50 is required this year for the Aged and Infirm Ministers' Fund. The Rev. Mr. McQuarrie was appointed to attend to the interests of the fund. Sessions were enjoined to use their diligence to secure liberal contributions for the Schemes of the Church. Revs. Ross, Hower, McNab, Hartley, and their respective Presbytery elders, were appointed a committee to examine the remit on vacancies and settlements, and report. Revs. McDonald, McQueen, Murray, Sutherland, and elders, were appointed to examine the remit on travelling expenses to the General Assembly, and report. It was agreed to remit on the following mission stations—Huron, Bluevale and Eadie's, Lucknow, Knox church, Kincardine, and Pine River; to send elders—Ashfield, Brussels, Fordwich and Gorrie, Cranbrook and Ethel, Walton. The committee on the marriage question are Revs. Murray, Ross, Sutherland, McKay, and their respective Presbytery elders. A call from Wroxeter in favour of Rev. Thomas Davidson was sustained. The call is unanimous; stipend, $800 and manse. Mr. Davidson accepted the call, and arrangements were made for induction. Rev. Mr. Smillie gave notice that at next meeting he will move that all regular meetings of the Presbytery be held at Wingham. For Stipend Augmentation Fund the sum of $550, and for Home Missions, $900 are required in this Presbytery. The clerk was instructed to notify congregations of the amount required from each, to be computed on a basis. The following were appointed to visit aid-receiving congregations—Pine River, Mr. McDonald and elder; Langside, Rev. Mr. McQuarrie and elder; Dungannon and Port Albert, Messrs. McLennan and McKinnon; Belgrave, Mr. Hartly and elder. The vacant congregations of Whitechurch and East Wawanosh ask one third supply, and Walton one-half supply from the probationers' list. Presbytery fund estimates for the year were read and adopted. A Sabbath school conference was held in the evening.—J. McNabb, Clerk. xyxy=(289,182,538,1058)
windrum-ladies: LADIES' AND GENTS' xyxy=(1149,1171,1239,1182)
cassels-name: CASSELS & CASSELS, xyxy=(1372,642,1555,661)
humphrey-ad xyxy=(1079,1535,1309,1628)
boot-brand: J.D.KING & Co xyxy=(1379,1175,1471,1191)
birrel-name: BIRREL'S xyxy=(1405,1497,1522,1524)
